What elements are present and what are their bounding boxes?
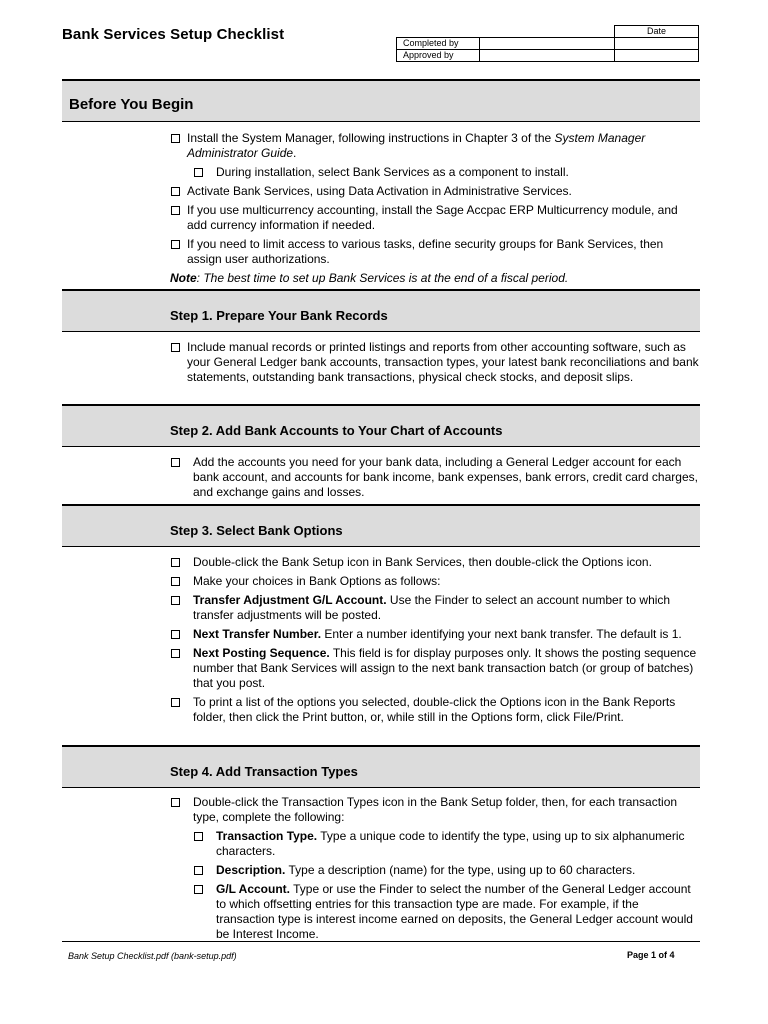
step-4-list	[170, 795, 700, 946]
section-title: Step 1. Prepare Your Bank Records	[170, 308, 388, 323]
document-title: Bank Services Setup Checklist	[62, 26, 285, 43]
section-header-before-you-begin	[62, 79, 700, 122]
checkbox-icon[interactable]	[194, 866, 203, 875]
section-title: Step 3. Select Bank Options	[170, 523, 343, 538]
checkbox-icon[interactable]	[171, 206, 180, 215]
checklist-item: Install the System Manager, following instructions in Chapter 3 of the System Manager Administrator Guide.	[170, 131, 700, 161]
completed-by-label: Completed by	[397, 38, 480, 50]
checklist-item: To print a list of the options you selected, double-click the Options icon in the Bank Reports folder, then click the Print button, or, while still in the Options form, click File/Print.	[170, 695, 700, 725]
checkbox-icon[interactable]	[171, 649, 180, 658]
footer-filename: Bank Setup Checklist.pdf (bank-setup.pdf)	[68, 951, 237, 961]
checklist-subitem: Description. Type a description (name) for the type, using up to 60 characters.	[193, 863, 700, 878]
checkbox-icon[interactable]	[171, 343, 180, 352]
completed-by-field[interactable]	[480, 38, 615, 50]
section-title: Before You Begin	[69, 96, 194, 113]
checkbox-icon[interactable]	[171, 458, 180, 467]
checklist-item: Transfer Adjustment G/L Account. Use the Finder to select an account number to which transfer adjustments will be posted.	[170, 593, 700, 623]
checklist-item: If you need to limit access to various tasks, define security groups for Bank Services, then assign user authorizations.	[170, 237, 700, 267]
checklist-subitem: Transaction Type. Type a unique code to identify the type, using up to six alphanumeric characters.	[193, 829, 700, 859]
checklist-subitem: G/L Account. Type or use the Finder to select the number of the General Ledger account to which offsetting entries for this transaction type are made. For example, if the transaction type is interest income earned on deposits, the General Ledger account would be Interest Income.	[193, 882, 700, 942]
checklist-item: Include manual records or printed listings and reports from other accounting software, such as your General Ledger bank accounts, transaction types, your latest bank reconciliations and bank statements, outstanding bank transactions, physical check stocks, and deposit slips.	[170, 340, 700, 385]
checklist-item: If you use multicurrency accounting, install the Sage Accpac ERP Multicurrency module, and add currency information if needed.	[170, 203, 700, 233]
checkbox-icon[interactable]	[171, 134, 180, 143]
approved-by-field[interactable]	[480, 50, 615, 62]
note: Note: The best time to set up Bank Services is at the end of a fiscal period.	[170, 271, 569, 285]
footer-divider	[62, 941, 700, 942]
checkbox-icon[interactable]	[194, 168, 203, 177]
checklist-item: Next Posting Sequence. This field is for display purposes only. It shows the posting sequence number that Bank Services will assign to the next bank transaction batch (or group of batches) that you post.	[170, 646, 700, 691]
section-header-step-4	[62, 745, 700, 788]
step-1-list	[170, 340, 700, 389]
section-header-step-2	[62, 404, 700, 447]
section-header-step-1	[62, 289, 700, 332]
checklist-item: Next Transfer Number. Enter a number identifying your next bank transfer. The default is 1.	[170, 627, 700, 642]
section-header-step-3	[62, 504, 700, 547]
checkbox-icon[interactable]	[171, 798, 180, 807]
checkbox-icon[interactable]	[171, 630, 180, 639]
checkbox-icon[interactable]	[194, 832, 203, 841]
checklist-item: Activate Bank Services, using Data Activation in Administrative Services.	[170, 184, 700, 199]
checklist-item: Add the accounts you need for your bank data, including a General Ledger account for each bank account, and accounts for bank income, bank expenses, bank errors, credit card charges, and exchange gains and losses.	[170, 455, 700, 500]
date-label: Date	[615, 26, 699, 38]
checkbox-icon[interactable]	[171, 558, 180, 567]
approved-by-label: Approved by	[397, 50, 480, 62]
section-title: Step 4. Add Transaction Types	[170, 764, 358, 779]
checklist-item: Make your choices in Bank Options as follows:	[170, 574, 700, 589]
checklist-subitem: During installation, select Bank Services as a component to install.	[193, 165, 700, 180]
step-2-list	[170, 455, 700, 504]
before-you-begin-list	[170, 131, 700, 286]
section-title: Step 2. Add Bank Accounts to Your Chart of Accounts	[170, 423, 503, 438]
checklist-item: Double-click the Bank Setup icon in Bank Services, then double-click the Options icon.	[170, 555, 700, 570]
checkbox-icon[interactable]	[171, 240, 180, 249]
checkbox-icon[interactable]	[194, 885, 203, 894]
signoff-table	[396, 25, 699, 62]
step-3-list	[170, 555, 700, 729]
approved-date-field[interactable]	[615, 50, 699, 62]
completed-date-field[interactable]	[615, 38, 699, 50]
checklist-item: Double-click the Transaction Types icon in the Bank Setup folder, then, for each transaction type, complete the following:	[170, 795, 700, 825]
checkbox-icon[interactable]	[171, 187, 180, 196]
checkbox-icon[interactable]	[171, 698, 180, 707]
checkbox-icon[interactable]	[171, 577, 180, 586]
page-number: Page 1 of 4	[627, 950, 675, 960]
checkbox-icon[interactable]	[171, 596, 180, 605]
